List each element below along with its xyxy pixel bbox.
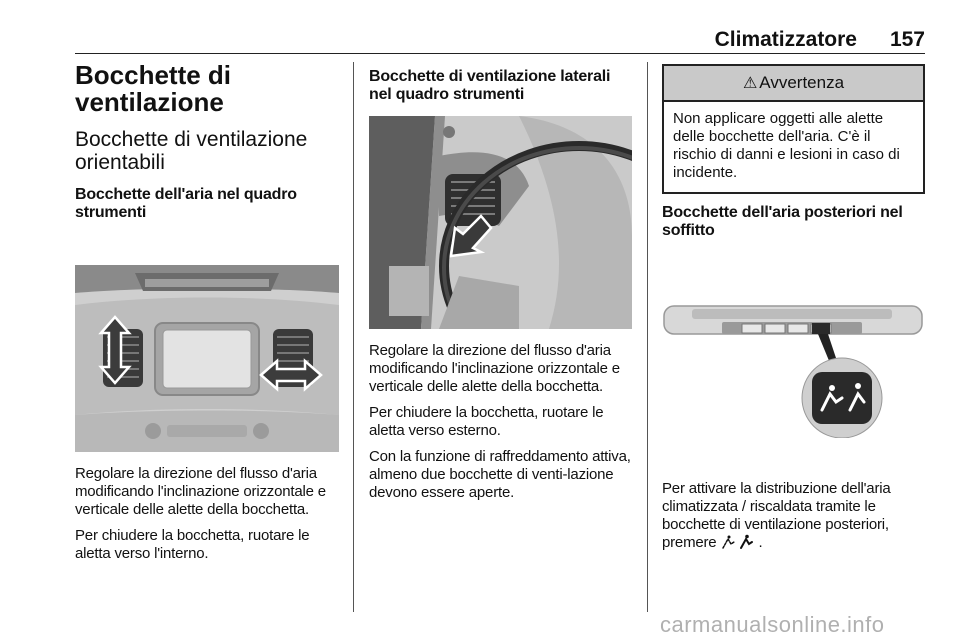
column-3-text: [662, 480, 926, 555]
column-divider-2: [647, 62, 648, 612]
rear-ventilation-icon: [720, 534, 758, 555]
paragraph-rear-vents-text: Per attivare la distribuzione dell'aria climatizzata / riscaldata tramite le bocchette di ventilazione posteriori, premere: [662, 480, 891, 551]
paragraph-cooling: Con la funzione di raffreddamento attiva, almeno due bocchette di venti-lazione devono essere aperte.: [369, 448, 631, 501]
column-1-text: [75, 465, 341, 563]
subsection-heading: Bocchette dell'aria nel quadro strumenti: [75, 186, 297, 221]
side-vent-illustration: [369, 116, 632, 329]
paragraph-close: Per chiudere la bocchetta, ruotare le aletta verso esterno.: [369, 404, 604, 439]
warning-text: Non applicare oggetti alle alette delle bocchette dell'aria. C'è il rischio di danni e lesioni in caso di incidente.: [673, 110, 900, 181]
column-2-text: [369, 342, 633, 502]
column-divider-1: [353, 62, 354, 612]
paragraph-adjust: Regolare la direzione del flusso d'aria modificando l'inclinazione orizzontale e verticale delle alette della bocchetta.: [75, 465, 326, 518]
warning-title: Avvertenza: [759, 73, 845, 92]
paragraph-rear-vents: [662, 480, 926, 555]
watermark: carmanualsonline.info: [660, 612, 885, 637]
section-heading: Bocchette di ventilazione orientabili: [75, 128, 308, 174]
column-2: [369, 62, 633, 104]
column-1: [75, 62, 341, 222]
warning-header: [664, 66, 923, 102]
paragraph-adjust: Regolare la direzione del flusso d'aria modificando l'inclinazione orizzontale e verticale delle alette della bocchetta.: [369, 342, 620, 395]
rear-vent-panel-illustration: [662, 298, 925, 438]
column-3: [662, 204, 926, 240]
chapter-heading: Bocchette di ventilazione: [75, 60, 232, 117]
subsection-heading: Bocchette dell'aria posteriori nel soffitto: [662, 204, 903, 239]
warning-box: [662, 64, 925, 194]
page-header: [75, 22, 925, 52]
page-number: 157: [889, 28, 925, 51]
paragraph-close: Per chiudere la bocchetta, ruotare le aletta verso l'interno.: [75, 527, 310, 562]
paragraph-rear-vents-end: .: [758, 534, 763, 551]
header-rule: [75, 53, 925, 55]
section-title: Climatizzatore: [714, 28, 857, 51]
warning-triangle-icon: ⚠: [742, 75, 758, 92]
dashboard-vents-illustration: [75, 265, 339, 452]
subsection-heading: Bocchette di ventilazione laterali nel quadro strumenti: [369, 68, 611, 103]
